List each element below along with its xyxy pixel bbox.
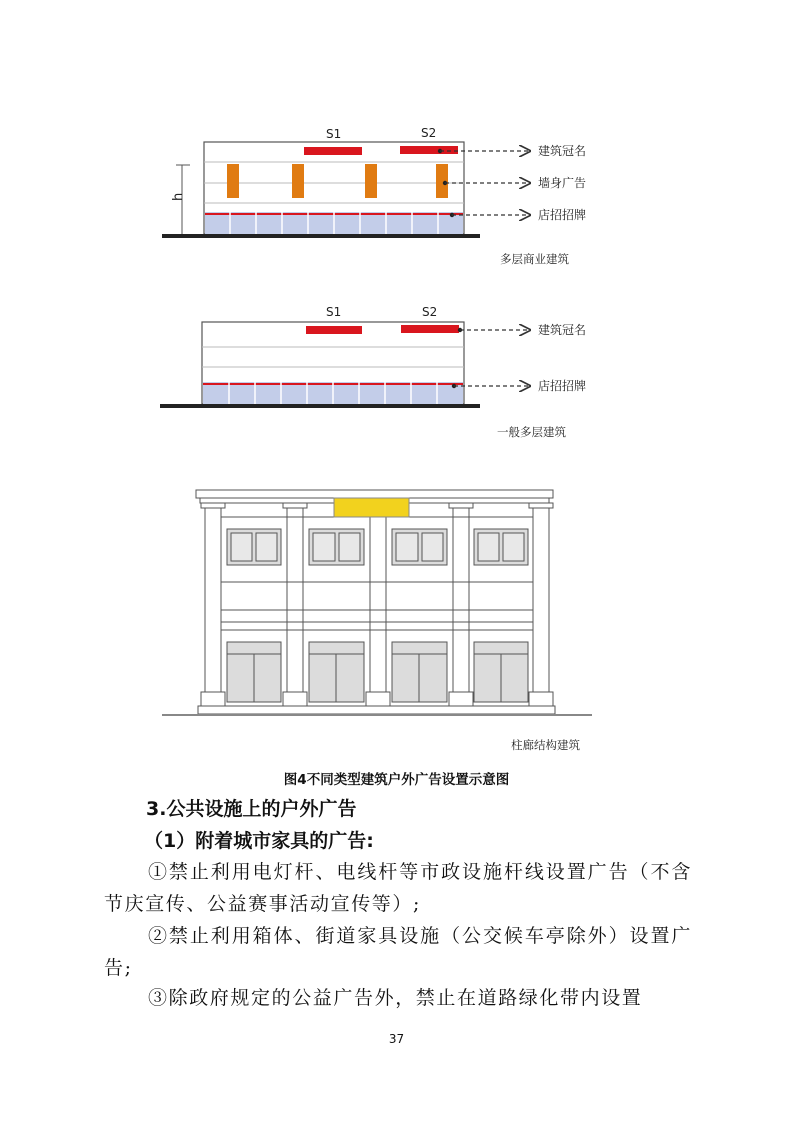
paragraph: ①禁止利用电灯杆、电线杆等市政设施杆线设置广告（不含节庆宣传、公益赛事活动宣传等）; [104,861,692,915]
crown-sign-s1 [306,326,362,334]
diagram-caption: 一般多层建筑 [497,425,566,439]
figure-caption: 图4不同类型建筑户外广告设置示意图 [283,772,510,788]
storefront-band [205,212,463,234]
paragraph: ③除政府规定的公益广告外，禁止在道路绿化带内设置 [148,987,643,1009]
label-s1: S1 [326,127,342,141]
diagram-colonnade-building [162,490,592,752]
annotation-crown: 建筑冠名 [538,144,587,158]
crown-sign-s1 [304,147,362,155]
storefront-band [203,382,463,404]
annotation-sign: 店招招牌 [538,208,587,222]
annotation-sign: 店招招牌 [538,379,587,393]
paragraph: ②禁止利用箱体、街道家具设施（公交候车亭除外）设置广告; [104,925,692,979]
section-heading: 3.公共设施上的户外广告 [146,798,357,820]
diagram-commercial-building [162,126,586,266]
label-s1: S1 [326,305,342,319]
diagram-caption: 多层商业建筑 [500,252,569,266]
diagram-caption: 柱廊结构建筑 [511,738,580,752]
wall-ad [436,164,448,198]
label-h: h [171,192,186,201]
crown-sign-s2 [400,146,458,154]
label-s2: S2 [421,126,437,140]
building-name-sign [334,498,409,517]
wall-ad [365,164,377,198]
label-s2: S2 [422,305,438,319]
height-dimension [171,165,190,234]
wall-ad [227,164,239,198]
crown-sign-s2 [401,325,459,333]
annotation-crown: 建筑冠名 [538,323,587,337]
page-number: 37 [388,1032,405,1046]
annotation-wall: 墙身广告 [538,176,587,190]
wall-ad [292,164,304,198]
subsection-heading: （1）附着城市家具的广告: [144,830,374,852]
diagram-general-building [160,305,586,439]
